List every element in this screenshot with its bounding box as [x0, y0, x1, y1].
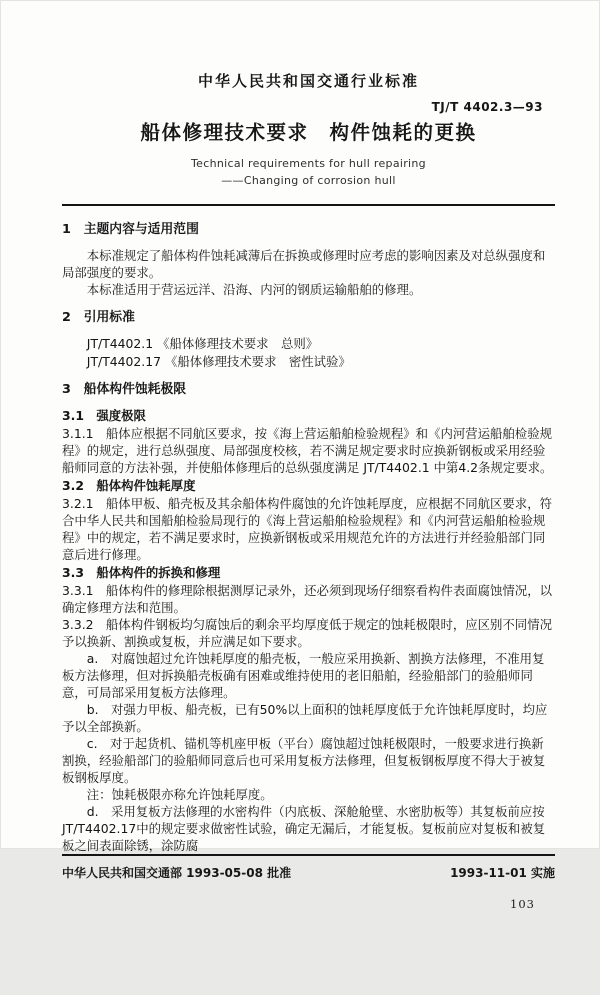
- section-heading: 3.2 船体构件蚀耗厚度: [62, 478, 196, 493]
- paragraph: a. 对腐蚀超过允许蚀耗厚度的船壳板，一般应采用换新、割换方法修理，不准用复板方法修理，但对拆换船壳板确有困难或维持使用的老旧船舶，经验船部门的验船师同意，可局部采用复板方法修理。: [62, 651, 545, 700]
- standard-org-label: 中华人民共和国交通行业标准: [197, 72, 419, 90]
- paragraph: JT/T4402.17 《船体修理技术要求 密性试验》: [86, 353, 351, 369]
- effective-statement: 1993-11-01 实施: [450, 865, 555, 880]
- page-footer: [0, 854, 600, 995]
- paragraph: 本标准适用于营运远洋、沿海、内河的钢质运输船舶的修理。: [86, 282, 422, 297]
- paragraph: JT/T4402.1 《船体修理技术要求 总则》: [86, 336, 319, 351]
- paragraph: d. 采用复板方法修理的水密构件（内底板、深舱舱壁、水密肋板等）其复板前应按JT/T4402.17中的规定要求做密性试验，确定无漏后，才能复板。复板前应对复板和被复板之间表面除锈，涂防腐: [62, 804, 546, 853]
- section-heading: 3 船体构件蚀耗极限: [62, 382, 187, 397]
- paragraph: 3.2.1 船体甲板、船壳板及其余船体构件腐蚀的允许蚀耗厚度，应根据不同航区要求，符合中华人民共和国船舶检验局现行的《海上营运船舶检验规程》和《内河营运船舶检验规程》中的规定，若不满足要求时，应换新钢板或采用规范允许的方法进行并经验船部门同意后进行修理。: [62, 496, 552, 562]
- section-heading: 3.3 船体构件的拆换和修理: [62, 565, 221, 580]
- section-heading: 3.1 强度极限: [62, 408, 146, 423]
- paragraph: 3.3.2 船体构件钢板均匀腐蚀后的剩余平均厚度低于规定的蚀耗极限时，应区别不同情况予以换新、割换或复板，并应满足如下要求。: [62, 617, 552, 649]
- paragraph: 3.3.1 船体构件的修理除根据测厚记录外，还必须到现场仔细察看构件表面腐蚀情况，以确定修理方法和范围。: [62, 583, 552, 615]
- paragraph: 注：蚀耗极限亦称允许蚀耗厚度。: [86, 787, 273, 802]
- subtitle-english-line2: ——Changing of corrosion hull: [221, 174, 396, 187]
- header-divider-rule: [62, 204, 555, 206]
- section-heading: 2 引用标准: [62, 310, 135, 325]
- paragraph: b. 对强力甲板、船壳板，已有50%以上面积的蚀耗厚度低于允许蚀耗厚度时，均应予以全部换新。: [62, 702, 548, 734]
- approval-statement: 中华人民共和国交通部 1993-05-08 批准: [62, 865, 292, 880]
- document-body: [62, 210, 555, 854]
- document-title: 船体修理技术要求 构件蚀耗的更换: [140, 121, 477, 144]
- paragraph: 本标准规定了船体构件蚀耗减薄后在拆换或修理时应考虑的影响因素及对总纵强度和局部强度的要求。: [62, 248, 546, 280]
- subtitle-english-line1: Technical requirements for hull repairing: [191, 157, 426, 170]
- paragraph: c. 对于起货机、锚机等机座甲板（平台）腐蚀超过蚀耗极限时，一般要求进行换新割换，经验船部门的验船师同意后也可采用复板方法修理，但复板钢板厚度不得大于被复板钢板厚度。: [62, 736, 546, 785]
- footer-divider-rule: [62, 854, 555, 856]
- section-heading: 1 主题内容与适用范围: [62, 222, 199, 237]
- page-number: 103: [510, 896, 535, 911]
- standard-number: TJ/T 4402.3—93: [431, 100, 543, 114]
- paragraph: 3.1.1 船体应根据不同航区要求，按《海上营运船舶检验规程》和《内河营运船舶检验规程》的规定，进行总纵强度、局部强度校核，若不满足规定要求时应换新钢板或采用经验船师同意的方法补强，并使船体修理后的总纵强度满足 JT/T4402.1 中第4.2条规定要求。: [62, 426, 553, 475]
